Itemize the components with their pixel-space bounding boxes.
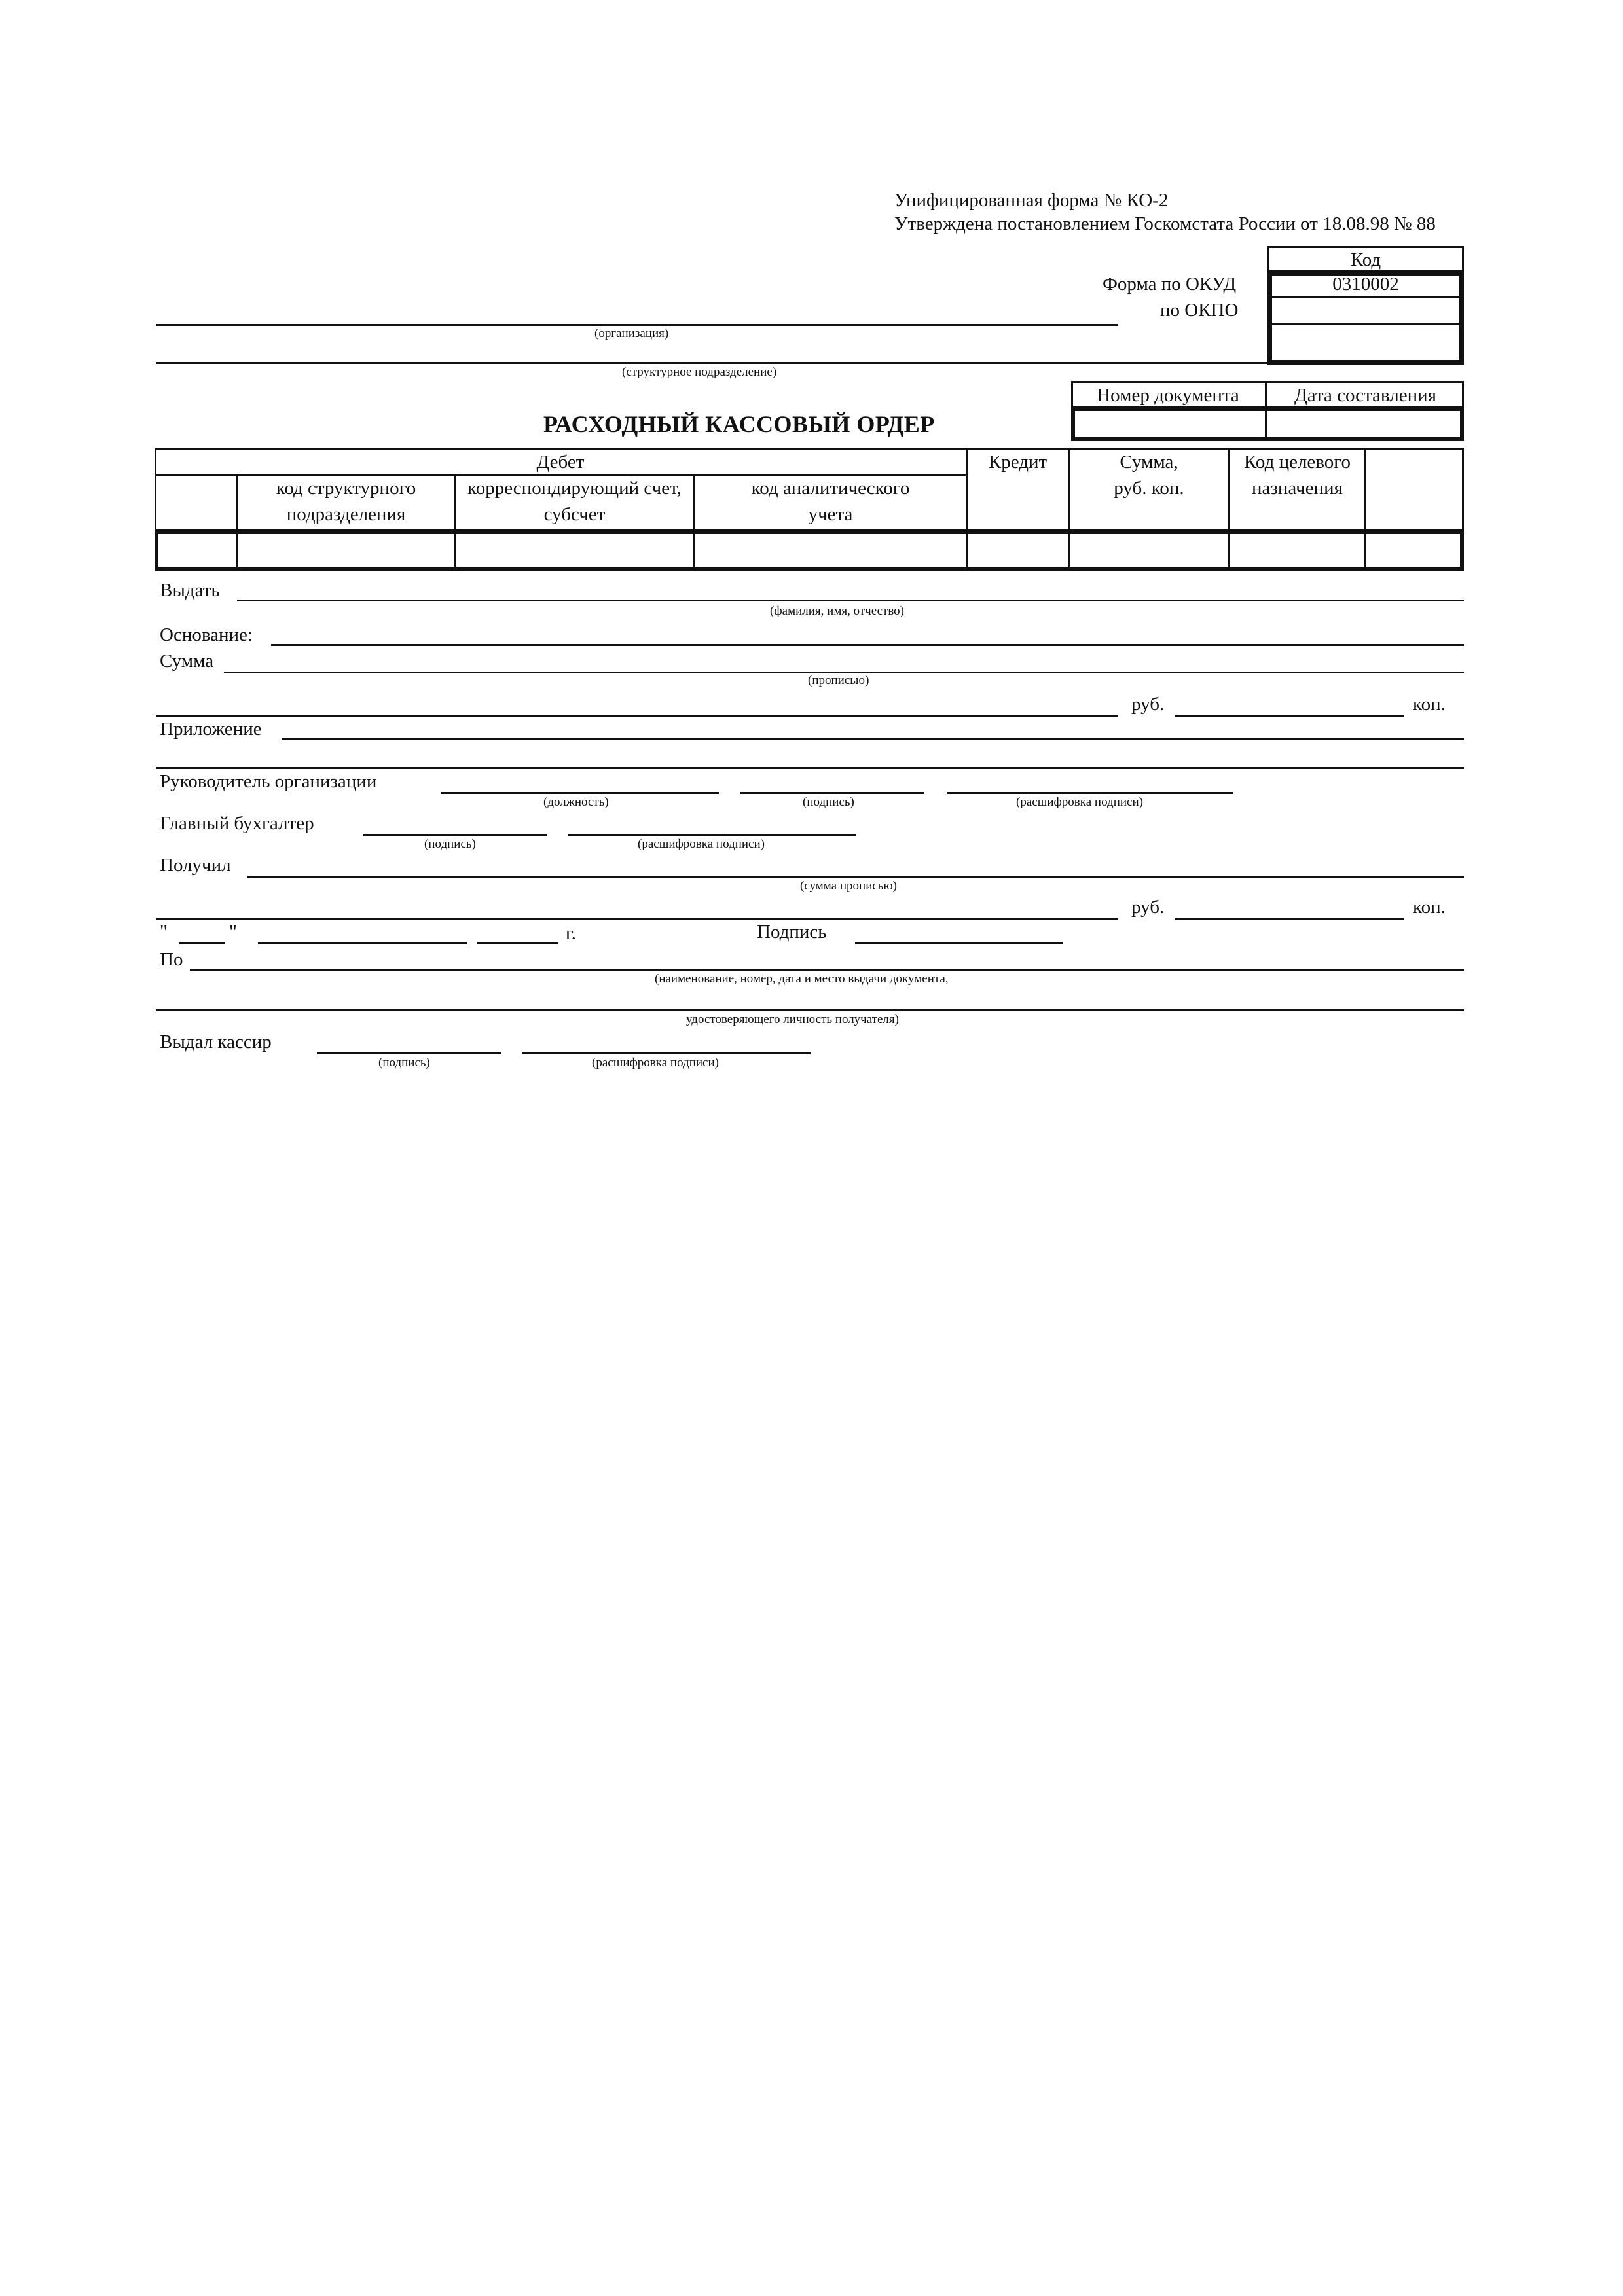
attachment-label: Приложение xyxy=(160,719,262,740)
head-signature-caption: (подпись) xyxy=(803,795,854,809)
okud-label: Форма по ОКУД xyxy=(1103,274,1237,295)
debit-col-subdivision-l1: код структурного xyxy=(276,478,416,499)
debit-col-account-l2: субсчет xyxy=(543,504,606,525)
cashier-decode-caption: (расшифровка подписи) xyxy=(592,1056,719,1069)
date-day-line[interactable] xyxy=(179,942,225,944)
date-year-line[interactable] xyxy=(477,942,558,944)
debit-col-analytic-l1: код аналитического xyxy=(751,478,910,499)
sum-header-l2: руб. коп. xyxy=(1114,478,1184,499)
form-number-line: Унифицированная форма № КО-2 xyxy=(894,190,1169,211)
table-cell-purpose[interactable] xyxy=(1230,534,1364,567)
code-header: Код xyxy=(1350,249,1381,270)
table-cell-credit[interactable] xyxy=(968,534,1068,567)
cashier-signature-caption: (подпись) xyxy=(378,1056,430,1069)
chief-decode-line[interactable] xyxy=(568,834,856,836)
sum-words-line-2[interactable] xyxy=(156,715,1118,717)
table-cell-1[interactable] xyxy=(158,534,236,567)
attachment-line-2[interactable] xyxy=(156,767,1464,769)
subdivision-line[interactable] xyxy=(156,362,1267,364)
okpo-label: по ОКПО xyxy=(1160,300,1239,321)
purpose-header-l2: назначения xyxy=(1252,478,1343,499)
table-cell-sum[interactable] xyxy=(1070,534,1228,567)
debit-col-subdivision-l2: подразделения xyxy=(286,504,406,525)
code-header-cell xyxy=(1267,246,1464,272)
sum-kop: коп. xyxy=(1413,694,1446,715)
received-kop: коп. xyxy=(1413,897,1446,918)
accounting-table xyxy=(155,448,1464,571)
doc-number-label: Номер документа xyxy=(1097,385,1239,406)
received-line-2[interactable] xyxy=(156,918,1118,920)
cashier-signature-line[interactable] xyxy=(317,1052,501,1054)
identity-doc-caption-1: (наименование, номер, дата и место выдачи документа, xyxy=(655,972,949,986)
debit-col-account-l1: корреспондирующий счет, xyxy=(467,478,682,499)
sign-label: Подпись xyxy=(757,922,827,942)
cashier-decode-line[interactable] xyxy=(522,1052,811,1054)
sum-kop-line[interactable] xyxy=(1175,715,1404,717)
identity-doc-caption-2: удостоверяющего личность получателя) xyxy=(686,1013,899,1026)
received-caption: (сумма прописью) xyxy=(800,879,897,893)
table-cell-last[interactable] xyxy=(1366,534,1460,567)
organization-caption: (организация) xyxy=(594,327,669,340)
date-month-line[interactable] xyxy=(258,942,467,944)
received-rub: руб. xyxy=(1131,897,1165,918)
sum-label: Сумма xyxy=(160,651,214,672)
chief-signature-line[interactable] xyxy=(363,834,547,836)
date-quote-open: " xyxy=(160,922,168,942)
document-title: РАСХОДНЫЙ КАССОВЫЙ ОРДЕР xyxy=(543,411,935,437)
organization-line[interactable] xyxy=(156,324,1118,326)
approval-line: Утверждена постановлением Госкомстата России от 18.08.98 № 88 xyxy=(894,213,1436,234)
head-label: Руководитель организации xyxy=(160,771,377,792)
chief-accountant-label: Главный бухгалтер xyxy=(160,813,314,834)
received-line[interactable] xyxy=(247,876,1464,878)
purpose-header-l1: Код целевого xyxy=(1244,452,1351,473)
subdivision-caption: (структурное подразделение) xyxy=(622,365,777,379)
doc-date-label: Дата составления xyxy=(1294,385,1436,406)
head-decode-caption: (расшифровка подписи) xyxy=(1016,795,1143,809)
debit-col-analytic-l2: учета xyxy=(808,504,853,525)
sum-caption: (прописью) xyxy=(808,673,869,687)
attachment-line[interactable] xyxy=(282,738,1464,740)
sum-rub: руб. xyxy=(1131,694,1165,715)
head-position-line[interactable] xyxy=(441,792,719,794)
cashier-label: Выдал кассир xyxy=(160,1031,272,1052)
head-position-caption: (должность) xyxy=(543,795,609,809)
table-cell-account[interactable] xyxy=(456,534,693,567)
table-cell-subdivision[interactable] xyxy=(238,534,454,567)
debit-header: Дебет xyxy=(536,452,585,473)
identity-doc-line-2[interactable] xyxy=(156,1009,1464,1011)
okud-code-value[interactable]: 0310002 xyxy=(1332,274,1399,295)
issue-caption: (фамилия, имя, отчество) xyxy=(770,604,905,618)
doc-meta-values xyxy=(1071,407,1464,441)
date-year-label: г. xyxy=(566,923,576,944)
issue-label: Выдать xyxy=(160,580,220,601)
head-decode-line[interactable] xyxy=(947,792,1233,794)
date-quote-close: " xyxy=(229,922,237,942)
received-kop-line[interactable] xyxy=(1175,918,1404,920)
issue-line[interactable] xyxy=(237,600,1464,601)
chief-signature-caption: (подпись) xyxy=(424,837,476,851)
basis-line[interactable] xyxy=(271,644,1464,646)
sum-header-l1: Сумма, xyxy=(1120,452,1178,473)
received-label: Получил xyxy=(160,855,231,876)
credit-header: Кредит xyxy=(988,452,1048,473)
sign-line[interactable] xyxy=(855,942,1063,944)
basis-label: Основание: xyxy=(160,624,253,645)
head-signature-line[interactable] xyxy=(740,792,924,794)
by-label: По xyxy=(160,949,183,970)
chief-decode-caption: (расшифровка подписи) xyxy=(638,837,765,851)
identity-doc-line[interactable] xyxy=(190,969,1464,971)
table-cell-analytic[interactable] xyxy=(695,534,966,567)
